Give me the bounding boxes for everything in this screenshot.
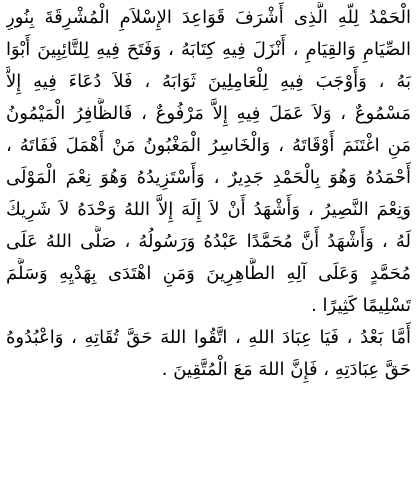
text-line: أَمَّا بَعْدُ ، فَيَا عِبَادَ اللهِ ، اتَّقُوا اللهَ حَقَّ تُقَاتِهِ ، وَاعْبُدُوهُ xyxy=(6,327,411,348)
text-line: مُحَمَّدٍ وَعَلَى آلِهِ الطَّاهِرِينَ وَمَنِ اهْتَدَى بِهَدْيِهِ وَسَلَّمَ xyxy=(6,263,411,284)
text-line: تَسْلِيمًا كَثِيرًا . xyxy=(311,295,411,316)
text-line: لَهُ ، وَأَشْهَدُ أَنَّ مُحَمَّدًا عَبْدُهُ وَرَسُولُهُ ، صَلَّى اللهُ عَلَى xyxy=(6,231,411,252)
opening-paragraph xyxy=(6,2,411,322)
text-line: مَنِ اغْتَنَمَ أَوْقَاتَهُ ، وَالْخَاسِرُ الْمَغْبُونُ مَنْ أَهْمَلَ فَفَاتَهُ ، xyxy=(6,135,411,156)
text-line: وَنِعْمَ النَّصِيرُ ، وَأَشْهَدُ أَنْ لاَ إِلَهَ إِلاَّ اللهُ وَحْدَهُ لاَ شَرِيكَ xyxy=(6,199,411,220)
text-line: حَقَّ عِبَادَتِهِ ، فَإِنَّ اللهَ مَعَ الْمُتَّقِينَ . xyxy=(161,359,411,380)
text-line: مَسْمُوعٌ ، وَلاَ عَمَلَ فِيهِ إِلاَّ مَرْفُوعٌ ، فَالظَّافِرُ الْمَيْمُونُ xyxy=(6,103,411,124)
text-line: الْحَمْدُ لِلّهِ الَّذِى أَشْرَفَ قَوَاعِدَ الإِسْلاَمِ الْمُشْرِقَةَ بِنُورِ xyxy=(6,7,411,28)
text-line: بَهُ ، وَأَوْجَبَ فِيهِ لِلْعَامِلِينَ ثَوَابَهُ ، فَلاَ دُعَاءَ فِيهِ إِلاَّ xyxy=(6,71,411,92)
text-line: الصِّيَامِ وَالقِيَامِ ، أَنْزَلَ فِيهِ كِتَابَهُ ، وَفَتَحَ فِيهِ لِلتَّائِبِينَ أَبْوَا xyxy=(6,39,411,60)
text-line: أَحْمَدُهُ وَهُوَ بِالْحَمْدِ جَدِيرٌ ، وَأَسْتَزِيدُهُ وَهُوَ نِعْمَ الْمَوْلَى xyxy=(6,167,411,188)
closing-paragraph xyxy=(6,322,411,386)
